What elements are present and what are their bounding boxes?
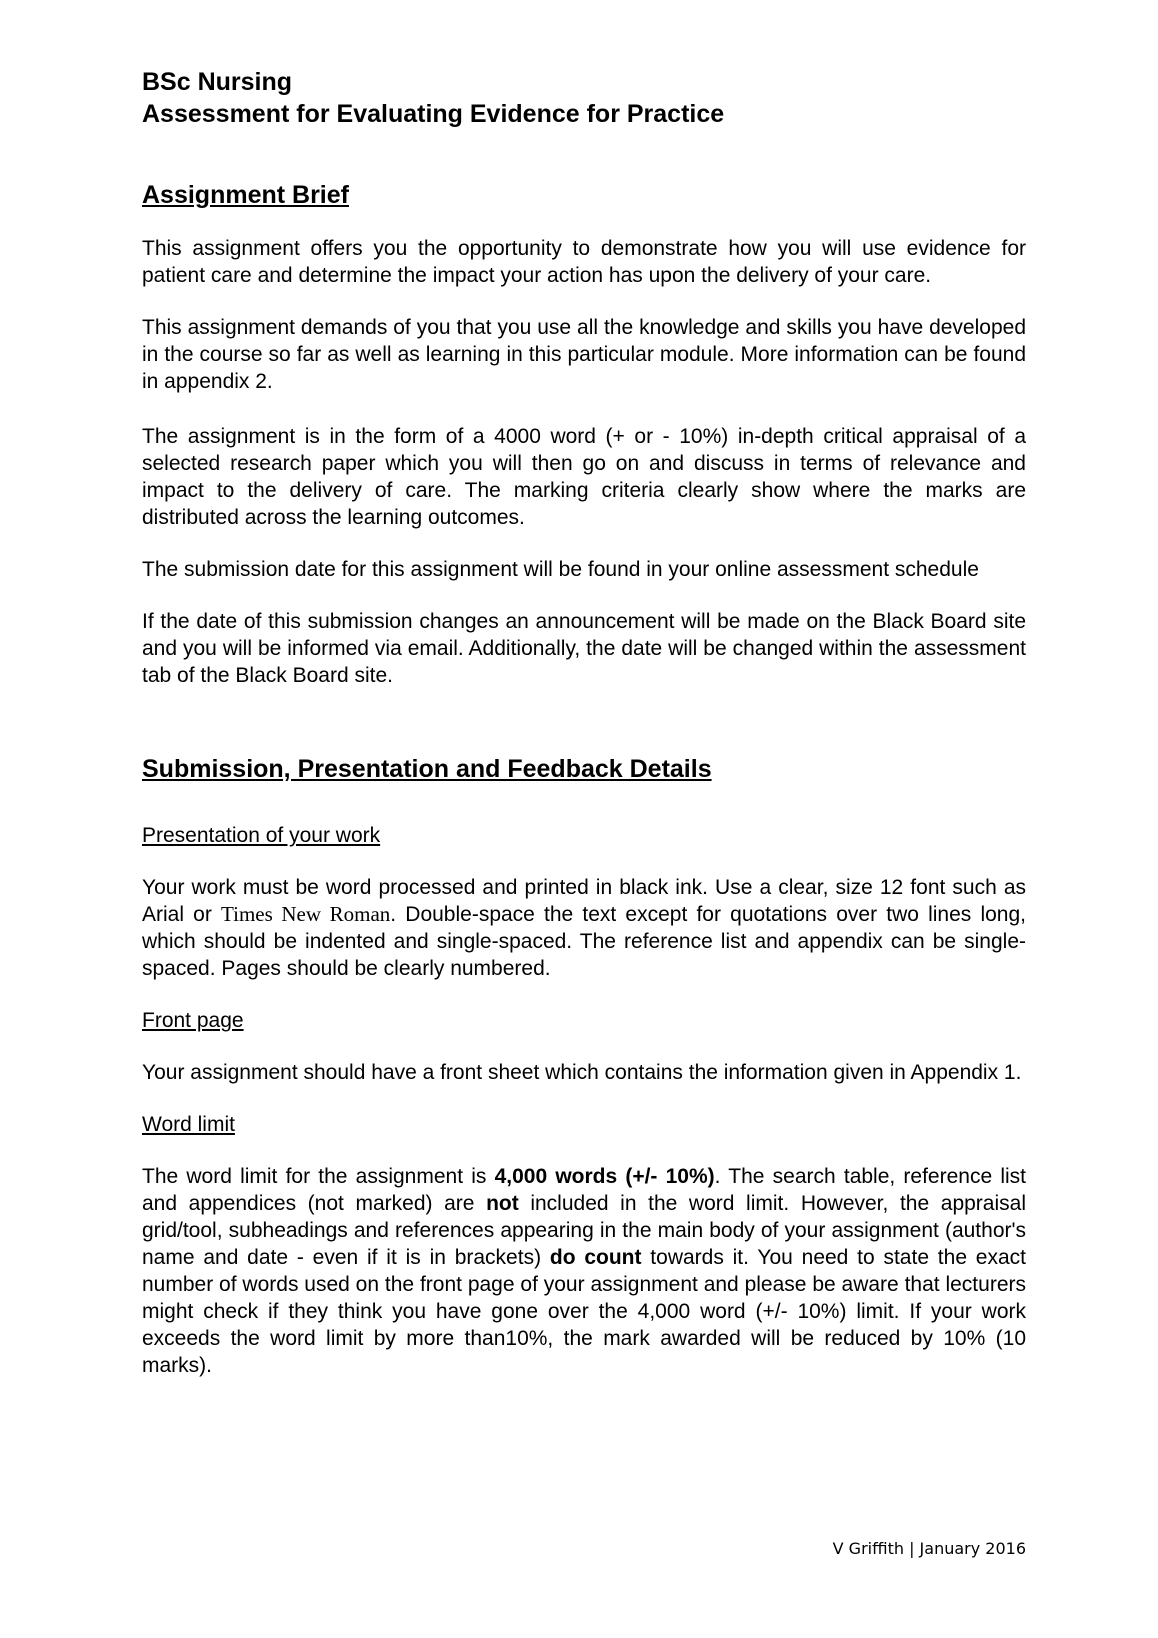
presentation-paragraph <box>142 874 1026 982</box>
word-limit-subheading: Word limit <box>142 1113 235 1136</box>
word-limit-text-3: included in the word limit. However, the appraisal grid/tool, subheadings and references appearing in the main body of your assignment (author's name and date - even if it is in brackets) <box>142 1192 1026 1269</box>
document-page <box>142 66 1026 1379</box>
word-limit-bold-3: do count <box>549 1246 642 1269</box>
presentation-font-name: Times New Roman <box>221 902 391 926</box>
brief-paragraph-3: The assignment is in the form of a 4000 word (+ or - 10%) in-depth critical appraisal of a selected research paper which you will then go on and discuss in terms of relevance and impact to the delivery of care. The marking criteria clearly show where the marks are distributed across the learning outcomes. <box>142 425 1026 529</box>
presentation-subheading: Presentation of your work <box>142 824 381 847</box>
brief-paragraph-2: This assignment demands of you that you use all the knowledge and skills you have developed in the course so far as well as learning in this particular module. More information can be found in appendix 2. <box>142 316 1026 393</box>
front-page-subheading: Front page <box>142 1009 244 1032</box>
presentation-text-a: Your work must be word processed and printed in black ink. Use a clear, size 12 font such as Arial or <box>142 876 1026 926</box>
front-page-paragraph: Your assignment should have a front sheet which contains the information given in Appendix 1. <box>142 1061 1022 1084</box>
word-limit-text-2: . The search table, reference list and appendices (not marked) are <box>142 1165 1026 1215</box>
assessment-title: Assessment for Evaluating Evidence for Practice <box>142 100 725 128</box>
brief-paragraph-1: This assignment offers you the opportunity to demonstrate how you will use evidence for patient care and determine the impact your action has upon the delivery of your care. <box>142 237 1026 287</box>
word-limit-text-4: towards it. You need to state the exact number of words used on the front page of your assignment and please be aware that lecturers might check if they think you have gone over the 4,000 word (+/- 10%) limit. If your work exceeds the word limit by more than10%, the mark awarded will be reduced by 10% (10 marks). <box>142 1246 1026 1377</box>
course-title: BSc Nursing <box>142 68 293 96</box>
word-limit-bold-1: 4,000 words (+/- 10%) <box>494 1165 715 1188</box>
word-limit-paragraph <box>142 1163 1026 1379</box>
brief-paragraph-5: If the date of this submission changes an announcement will be made on the Black Board site and you will be informed via email. Additionally, the date will be changed within the assessment tab of the Black Board site. <box>142 610 1026 687</box>
assignment-brief-heading: Assignment Brief <box>142 181 349 209</box>
submission-heading: Submission, Presentation and Feedback Details <box>142 755 712 783</box>
brief-paragraph-4: The submission date for this assignment will be found in your online assessment schedule <box>142 558 979 581</box>
word-limit-bold-2: not <box>486 1192 519 1215</box>
word-limit-text-1: The word limit for the assignment is <box>142 1165 495 1188</box>
page-footer: V Griffith | January 2016 <box>832 1539 1026 1558</box>
presentation-text-b: . Double-space the text except for quotations over two lines long, which should be indented and single-spaced. The reference list and appendix can be single-spaced. Pages should be clearly numbered. <box>142 903 1026 980</box>
